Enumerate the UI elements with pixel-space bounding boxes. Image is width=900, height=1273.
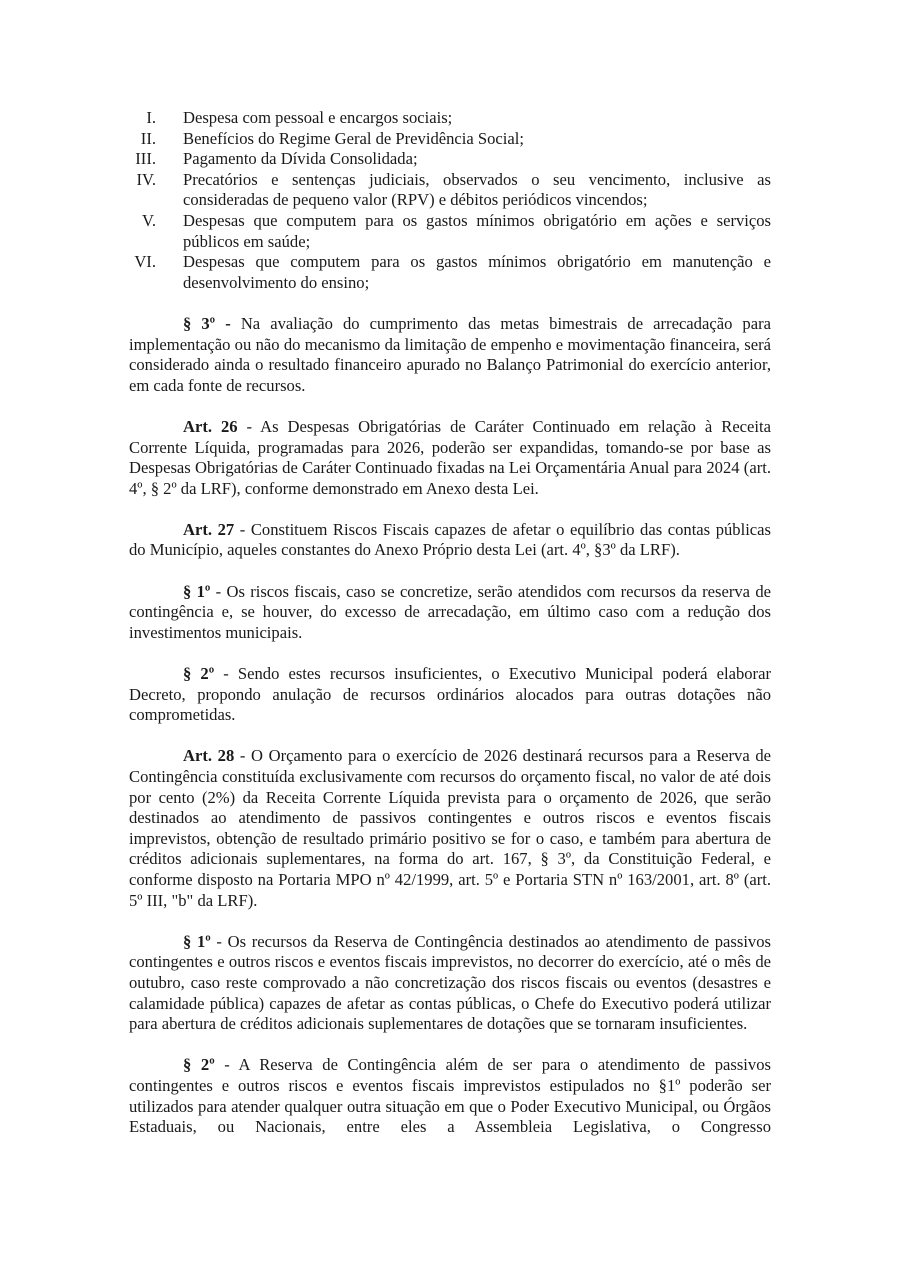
paragraph-label: Art. 28: [183, 746, 235, 766]
list-numeral: II.: [140, 128, 156, 148]
spacer: [129, 293, 771, 314]
paragraph-art-27-section-2: [129, 664, 771, 726]
paragraph-text: - Constituem Riscos Fiscais capazes de afetar o equilíbrio das contas públicas do Município, aqueles constantes do Anexo Próprio desta Lei (art. 4º, §3º da LRF).: [129, 519, 771, 560]
list-item: [129, 252, 771, 293]
paragraph-label: Art. 27: [183, 519, 235, 539]
paragraph-art-28: [129, 746, 771, 911]
paragraph-text: - Os recursos da Reserva de Contingência destinados ao atendimento de passivos contingentes e outros riscos e eventos fiscais imprevistos, no decorrer do exercício, até o mês de outubro, caso reste comprovado a não concretização dos riscos fiscais ou eventos (desastres e calamidade pública) capazes de afetar as contas públicas, o Chefe do Executivo poderá utilizar para abertura de créditos adicionais suplementares de dotações que se tornaram insuficientes.: [129, 931, 771, 1034]
list-item: [129, 149, 771, 170]
list-item: [129, 108, 771, 129]
spacer: [129, 1035, 771, 1056]
spacer: [129, 561, 771, 582]
paragraph-text: Na avaliação do cumprimento das metas bimestrais de arrecadação para implementação ou não do mecanismo da limitação de empenho e movimentação financeira, será considerado ainda o resultado financeiro apurado no Balanço Patrimonial do exercício anterior, em cada fonte de recursos.: [129, 313, 771, 395]
document-page: [129, 108, 771, 1138]
paragraph-art-26: [129, 417, 771, 499]
list-item: [129, 170, 771, 211]
paragraph-text: - O Orçamento para o exercício de 2026 destinará recursos para a Reserva de Contingência constituída exclusivamente com recursos do orçamento fiscal, no valor de até dois por cento (2%) da Receita Corrente Líquida prevista para o orçamento de 2026, que serão destinados ao atendimento de passivos contingentes e outros riscos e eventos fiscais imprevistos, obtenção de resultado primário positivo se for o caso, e também para abertura de créditos adicionais suplementares, na forma do art. 167, § 3º, da Constituição Federal, e conforme disposto na Portaria MPO nº 42/1999, art. 5º e Portaria STN nº 163/2001, art. 8º (art. 5º III, "b" da LRF).: [129, 746, 771, 910]
paragraph-art-27: [129, 520, 771, 561]
paragraph-label: § 1º: [183, 581, 211, 601]
list-item-text: Despesas que computem para os gastos mínimos obrigatório em ações e serviços públicos em saúde;: [183, 210, 771, 251]
paragraph-section-3: [129, 314, 771, 396]
spacer: [129, 726, 771, 747]
paragraph-label: § 3º -: [183, 313, 231, 333]
list-item-text: Precatórios e sentenças judiciais, observados o seu vencimento, inclusive as consideradas de pequeno valor (RPV) e débitos periódicos vincendos;: [183, 169, 771, 210]
list-item-text: Pagamento da Dívida Consolidada;: [183, 149, 418, 169]
list-item-text: Despesa com pessoal e encargos sociais;: [183, 108, 453, 127]
spacer: [129, 499, 771, 520]
paragraph-label: Art. 26: [183, 416, 238, 436]
paragraph-art-28-section-1: [129, 932, 771, 1035]
list-item-text: Benefícios do Regime Geral de Previdência Social;: [183, 128, 524, 148]
paragraph-art-27-section-1: [129, 582, 771, 644]
list-numeral: VI.: [134, 252, 156, 272]
paragraph-text: - Os riscos fiscais, caso se concretize, serão atendidos com recursos da reserva de contingência e, se houver, do excesso de arrecadação, em último caso com a redução dos investimentos municipais.: [129, 581, 771, 642]
spacer: [129, 911, 771, 932]
paragraph-label: § 2º: [183, 1055, 215, 1075]
expense-list: [129, 108, 771, 293]
list-item: [129, 129, 771, 150]
list-numeral: I.: [146, 108, 156, 127]
list-item: [129, 211, 771, 252]
paragraph-art-28-section-2: [129, 1055, 771, 1137]
paragraph-label: § 1º: [183, 931, 211, 951]
spacer: [129, 643, 771, 664]
list-numeral: IV.: [136, 169, 156, 189]
paragraph-text: - Sendo estes recursos insuficientes, o Executivo Municipal poderá elaborar Decreto, propondo anulação de recursos ordinários alocados para outras dotações não comprometidas.: [129, 664, 771, 725]
list-numeral: III.: [135, 149, 156, 169]
spacer: [129, 396, 771, 417]
paragraph-label: § 2º: [183, 664, 215, 684]
list-numeral: V.: [142, 210, 156, 230]
paragraph-text: - As Despesas Obrigatórias de Caráter Continuado em relação à Receita Corrente Líquida, programadas para 2026, poderão ser expandidas, tomando-se por base as Despesas Obrigatórias de Caráter Continuado fixadas na Lei Orçamentária Anual para 2024 (art. 4º, § 2º da LRF), conforme demonstrado em Anexo desta Lei.: [129, 416, 771, 498]
paragraph-text: - A Reserva de Contingência além de ser para o atendimento de passivos contingentes e outros riscos e eventos fiscais imprevistos estipulados no §1º poderão ser utilizados para atender qualquer outra situação em que o Poder Executivo Municipal, ou Órgãos Estaduais, ou Nacionais, entre eles a Assembleia Legislativa, o Congresso: [129, 1055, 771, 1137]
list-item-text: Despesas que computem para os gastos mínimos obrigatório em manutenção e desenvolvimento do ensino;: [183, 252, 771, 292]
